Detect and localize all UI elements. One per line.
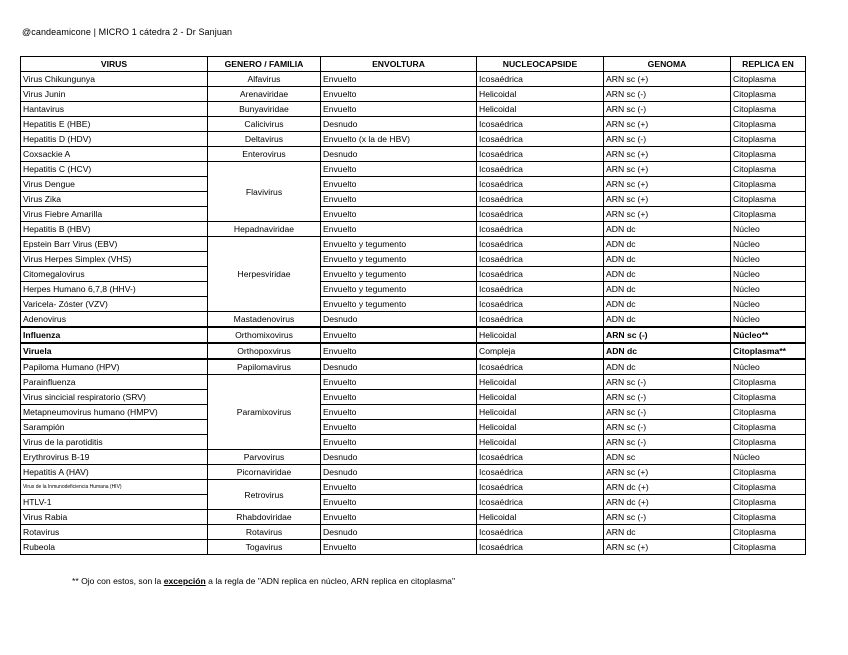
genoma-cell: ARN sc (-) xyxy=(604,327,731,343)
replica-cell: Citoplasma xyxy=(731,480,806,495)
table-header-row xyxy=(21,57,806,72)
envoltura-cell: Envuelto xyxy=(321,192,477,207)
virus-cell: Citomegalovirus xyxy=(21,267,208,282)
genoma-cell: ARN dc xyxy=(604,525,731,540)
replica-cell: Citoplasma xyxy=(731,207,806,222)
genoma-cell: ARN dc (+) xyxy=(604,480,731,495)
envoltura-cell: Envuelto xyxy=(321,480,477,495)
footnote-suffix: a la regla de "ADN replica en núcleo, ARN replica en citoplasma" xyxy=(205,576,456,586)
envoltura-cell: Envuelto xyxy=(321,177,477,192)
replica-cell: Citoplasma xyxy=(731,87,806,102)
envoltura-cell: Envuelto y tegumento xyxy=(321,282,477,297)
envoltura-cell: Envuelto xyxy=(321,390,477,405)
nucleocapside-cell: Icosaédrica xyxy=(477,312,604,328)
genero-cell: Rotavirus xyxy=(208,525,321,540)
virus-cell: Influenza xyxy=(21,327,208,343)
nucleocapside-cell: Helicoidal xyxy=(477,420,604,435)
envoltura-cell: Envuelto xyxy=(321,420,477,435)
replica-cell: Citoplasma** xyxy=(731,343,806,359)
table-body xyxy=(21,72,806,555)
nucleocapside-cell: Icosaédrica xyxy=(477,132,604,147)
nucleocapside-cell: Compleja xyxy=(477,343,604,359)
table-row xyxy=(21,510,806,525)
nucleocapside-cell: Icosaédrica xyxy=(477,495,604,510)
virus-cell: Virus Rabia xyxy=(21,510,208,525)
genoma-cell: ARN sc (+) xyxy=(604,147,731,162)
virus-cell: Rubeola xyxy=(21,540,208,555)
nucleocapside-cell: Icosaédrica xyxy=(477,450,604,465)
virus-cell: Erythrovirus B-19 xyxy=(21,450,208,465)
virus-cell: Sarampión xyxy=(21,420,208,435)
table-row xyxy=(21,359,806,375)
replica-cell: Citoplasma xyxy=(731,177,806,192)
genoma-cell: ADN dc xyxy=(604,297,731,312)
genoma-cell: ARN sc (+) xyxy=(604,177,731,192)
envoltura-cell: Envuelto y tegumento xyxy=(321,252,477,267)
replica-cell: Citoplasma xyxy=(731,147,806,162)
envoltura-cell: Envuelto xyxy=(321,102,477,117)
genoma-cell: ADN sc xyxy=(604,450,731,465)
table-row xyxy=(21,207,806,222)
replica-cell: Núcleo xyxy=(731,297,806,312)
nucleocapside-cell: Icosaédrica xyxy=(477,192,604,207)
table-row xyxy=(21,282,806,297)
genero-cell: Rhabdoviridae xyxy=(208,510,321,525)
genero-cell: Mastadenovirus xyxy=(208,312,321,328)
genoma-cell: ARN sc (-) xyxy=(604,132,731,147)
replica-cell: Núcleo xyxy=(731,237,806,252)
replica-cell: Núcleo xyxy=(731,282,806,297)
genoma-cell: ARN sc (+) xyxy=(604,192,731,207)
virus-cell: Metapneumovirus humano (HMPV) xyxy=(21,405,208,420)
replica-cell: Citoplasma xyxy=(731,132,806,147)
virus-cell: Adenovirus xyxy=(21,312,208,328)
nucleocapside-cell: Icosaédrica xyxy=(477,117,604,132)
nucleocapside-cell: Icosaédrica xyxy=(477,267,604,282)
column-header-replica: REPLICA EN xyxy=(731,57,806,72)
table-row xyxy=(21,495,806,510)
nucleocapside-cell: Helicoidal xyxy=(477,390,604,405)
virus-cell: Papiloma Humano (HPV) xyxy=(21,359,208,375)
table-row xyxy=(21,450,806,465)
table-row xyxy=(21,192,806,207)
table-row xyxy=(21,72,806,87)
table-row xyxy=(21,252,806,267)
envoltura-cell: Envuelto xyxy=(321,72,477,87)
replica-cell: Citoplasma xyxy=(731,72,806,87)
genero-cell: Enterovirus xyxy=(208,147,321,162)
nucleocapside-cell: Icosaédrica xyxy=(477,297,604,312)
footnote xyxy=(72,576,455,586)
envoltura-cell: Envuelto y tegumento xyxy=(321,267,477,282)
table-row xyxy=(21,162,806,177)
table-row xyxy=(21,525,806,540)
genoma-cell: ARN sc (-) xyxy=(604,420,731,435)
genoma-cell: ARN sc (-) xyxy=(604,390,731,405)
table-row xyxy=(21,147,806,162)
envoltura-cell: Envuelto xyxy=(321,343,477,359)
virus-cell: Hepatitis A (HAV) xyxy=(21,465,208,480)
genoma-cell: ADN dc xyxy=(604,312,731,328)
table-row xyxy=(21,117,806,132)
nucleocapside-cell: Helicoidal xyxy=(477,375,604,390)
genero-cell: Arenaviridae xyxy=(208,87,321,102)
envoltura-cell: Desnudo xyxy=(321,147,477,162)
virus-cell: Virus de la Inmunodeficiencia Humana (HIV) xyxy=(21,480,208,495)
replica-cell: Citoplasma xyxy=(731,510,806,525)
nucleocapside-cell: Icosaédrica xyxy=(477,162,604,177)
genero-cell: Deltavirus xyxy=(208,132,321,147)
genoma-cell: ADN dc xyxy=(604,222,731,237)
virus-cell: Virus Herpes Simplex (VHS) xyxy=(21,252,208,267)
virus-cell: Virus de la parotiditis xyxy=(21,435,208,450)
replica-cell: Citoplasma xyxy=(731,192,806,207)
genero-cell: Flavivirus xyxy=(208,162,321,222)
genoma-cell: ARN sc (+) xyxy=(604,540,731,555)
nucleocapside-cell: Icosaédrica xyxy=(477,252,604,267)
replica-cell: Núcleo xyxy=(731,450,806,465)
nucleocapside-cell: Helicoidal xyxy=(477,87,604,102)
replica-cell: Citoplasma xyxy=(731,162,806,177)
genoma-cell: ADN dc xyxy=(604,282,731,297)
envoltura-cell: Desnudo xyxy=(321,117,477,132)
genoma-cell: ADN dc xyxy=(604,237,731,252)
envoltura-cell: Envuelto xyxy=(321,222,477,237)
genero-cell: Alfavirus xyxy=(208,72,321,87)
virus-cell: Virus Fiebre Amarilla xyxy=(21,207,208,222)
genero-cell: Bunyaviridae xyxy=(208,102,321,117)
table-row xyxy=(21,102,806,117)
nucleocapside-cell: Helicoidal xyxy=(477,510,604,525)
replica-cell: Citoplasma xyxy=(731,390,806,405)
nucleocapside-cell: Helicoidal xyxy=(477,327,604,343)
virus-cell: Hepatitis B (HBV) xyxy=(21,222,208,237)
replica-cell: Citoplasma xyxy=(731,405,806,420)
genoma-cell: ARN sc (-) xyxy=(604,102,731,117)
envoltura-cell: Desnudo xyxy=(321,359,477,375)
envoltura-cell: Envuelto xyxy=(321,87,477,102)
envoltura-cell: Envuelto xyxy=(321,540,477,555)
table-row xyxy=(21,465,806,480)
table-row xyxy=(21,390,806,405)
virus-cell: Viruela xyxy=(21,343,208,359)
genoma-cell: ARN sc (-) xyxy=(604,405,731,420)
genero-cell: Orthomixovirus xyxy=(208,327,321,343)
virus-table xyxy=(20,56,806,555)
envoltura-cell: Envuelto xyxy=(321,162,477,177)
envoltura-cell: Desnudo xyxy=(321,450,477,465)
table-row xyxy=(21,435,806,450)
replica-cell: Citoplasma xyxy=(731,495,806,510)
envoltura-cell: Envuelto xyxy=(321,327,477,343)
envoltura-cell: Desnudo xyxy=(321,525,477,540)
table-row xyxy=(21,420,806,435)
genero-cell: Retrovirus xyxy=(208,480,321,510)
genero-cell: Parvovirus xyxy=(208,450,321,465)
envoltura-cell: Envuelto xyxy=(321,405,477,420)
nucleocapside-cell: Icosaédrica xyxy=(477,480,604,495)
footnote-emphasis: excepción xyxy=(163,576,206,586)
table-row xyxy=(21,267,806,282)
replica-cell: Citoplasma xyxy=(731,465,806,480)
genero-cell: Hepadnaviridae xyxy=(208,222,321,237)
nucleocapside-cell: Icosaédrica xyxy=(477,465,604,480)
envoltura-cell: Desnudo xyxy=(321,312,477,328)
virus-cell: Virus sincicial respiratorio (SRV) xyxy=(21,390,208,405)
genoma-cell: ARN dc (+) xyxy=(604,495,731,510)
replica-cell: Núcleo xyxy=(731,312,806,328)
virus-cell: Virus Chikungunya xyxy=(21,72,208,87)
nucleocapside-cell: Icosaédrica xyxy=(477,540,604,555)
envoltura-cell: Envuelto xyxy=(321,510,477,525)
genoma-cell: ADN dc xyxy=(604,343,731,359)
virus-cell: Epstein Barr Virus (EBV) xyxy=(21,237,208,252)
envoltura-cell: Envuelto y tegumento xyxy=(321,237,477,252)
column-header-genoma: GENOMA xyxy=(604,57,731,72)
table-row xyxy=(21,375,806,390)
replica-cell: Citoplasma xyxy=(731,435,806,450)
table-row xyxy=(21,405,806,420)
replica-cell: Núcleo** xyxy=(731,327,806,343)
table-row xyxy=(21,312,806,328)
genero-cell: Herpesviridae xyxy=(208,237,321,312)
genero-cell: Togavirus xyxy=(208,540,321,555)
page-header: @candeamicone | MICRO 1 cátedra 2 - Dr Sanjuan xyxy=(22,27,233,37)
genoma-cell: ARN sc (+) xyxy=(604,117,731,132)
virus-cell: Hepatitis C (HCV) xyxy=(21,162,208,177)
replica-cell: Núcleo xyxy=(731,267,806,282)
table-row xyxy=(21,343,806,359)
nucleocapside-cell: Helicoidal xyxy=(477,435,604,450)
genero-cell: Calicivirus xyxy=(208,117,321,132)
nucleocapside-cell: Icosaédrica xyxy=(477,237,604,252)
virus-cell: Hepatitis D (HDV) xyxy=(21,132,208,147)
virus-cell: Virus Junin xyxy=(21,87,208,102)
genoma-cell: ARN sc (-) xyxy=(604,87,731,102)
genero-cell: Orthopoxvirus xyxy=(208,343,321,359)
table-row xyxy=(21,237,806,252)
virus-cell: Coxsackie A xyxy=(21,147,208,162)
genoma-cell: ADN dc xyxy=(604,267,731,282)
envoltura-cell: Envuelto y tegumento xyxy=(321,297,477,312)
nucleocapside-cell: Icosaédrica xyxy=(477,525,604,540)
genoma-cell: ARN sc (-) xyxy=(604,510,731,525)
table-row xyxy=(21,177,806,192)
nucleocapside-cell: Icosaédrica xyxy=(477,359,604,375)
column-header-nucleocapside: NUCLEOCAPSIDE xyxy=(477,57,604,72)
replica-cell: Núcleo xyxy=(731,359,806,375)
footnote-prefix: ** Ojo con estos, son la xyxy=(72,576,164,586)
genoma-cell: ADN dc xyxy=(604,252,731,267)
replica-cell: Citoplasma xyxy=(731,525,806,540)
replica-cell: Citoplasma xyxy=(731,375,806,390)
virus-cell: Rotavirus xyxy=(21,525,208,540)
replica-cell: Citoplasma xyxy=(731,117,806,132)
nucleocapside-cell: Icosaédrica xyxy=(477,147,604,162)
envoltura-cell: Envuelto xyxy=(321,495,477,510)
nucleocapside-cell: Icosaédrica xyxy=(477,207,604,222)
genoma-cell: ARN sc (+) xyxy=(604,207,731,222)
genoma-cell: ARN sc (+) xyxy=(604,465,731,480)
replica-cell: Citoplasma xyxy=(731,102,806,117)
replica-cell: Núcleo xyxy=(731,252,806,267)
column-header-genero: GENERO / FAMILIA xyxy=(208,57,321,72)
replica-cell: Núcleo xyxy=(731,222,806,237)
genoma-cell: ADN dc xyxy=(604,359,731,375)
genoma-cell: ARN sc (-) xyxy=(604,435,731,450)
genero-cell: Picornaviridae xyxy=(208,465,321,480)
replica-cell: Citoplasma xyxy=(731,540,806,555)
envoltura-cell: Desnudo xyxy=(321,465,477,480)
envoltura-cell: Envuelto xyxy=(321,375,477,390)
table-row xyxy=(21,327,806,343)
table-row xyxy=(21,222,806,237)
nucleocapside-cell: Helicoidal xyxy=(477,102,604,117)
genoma-cell: ARN sc (+) xyxy=(604,72,731,87)
nucleocapside-cell: Icosaédrica xyxy=(477,222,604,237)
nucleocapside-cell: Helicoidal xyxy=(477,405,604,420)
virus-cell: Virus Dengue xyxy=(21,177,208,192)
virus-cell: Virus Zika xyxy=(21,192,208,207)
genoma-cell: ARN sc (-) xyxy=(604,375,731,390)
nucleocapside-cell: Icosaédrica xyxy=(477,282,604,297)
virus-cell: Hepatitis E (HBE) xyxy=(21,117,208,132)
table-row xyxy=(21,132,806,147)
genero-cell: Papilomavirus xyxy=(208,359,321,375)
table-row xyxy=(21,540,806,555)
virus-cell: Varicela- Zóster (VZV) xyxy=(21,297,208,312)
table-row xyxy=(21,87,806,102)
genero-cell: Paramixovirus xyxy=(208,375,321,450)
table-row xyxy=(21,480,806,495)
virus-cell: Hantavirus xyxy=(21,102,208,117)
envoltura-cell: Envuelto xyxy=(321,435,477,450)
virus-cell: Herpes Humano 6,7,8 (HHV-) xyxy=(21,282,208,297)
virus-cell: HTLV-1 xyxy=(21,495,208,510)
table-row xyxy=(21,297,806,312)
replica-cell: Citoplasma xyxy=(731,420,806,435)
nucleocapside-cell: Icosaédrica xyxy=(477,72,604,87)
column-header-virus: VIRUS xyxy=(21,57,208,72)
virus-cell: Parainfluenza xyxy=(21,375,208,390)
genoma-cell: ARN sc (+) xyxy=(604,162,731,177)
envoltura-cell: Envuelto (x la de HBV) xyxy=(321,132,477,147)
envoltura-cell: Envuelto xyxy=(321,207,477,222)
column-header-envoltura: ENVOLTURA xyxy=(321,57,477,72)
nucleocapside-cell: Icosaédrica xyxy=(477,177,604,192)
